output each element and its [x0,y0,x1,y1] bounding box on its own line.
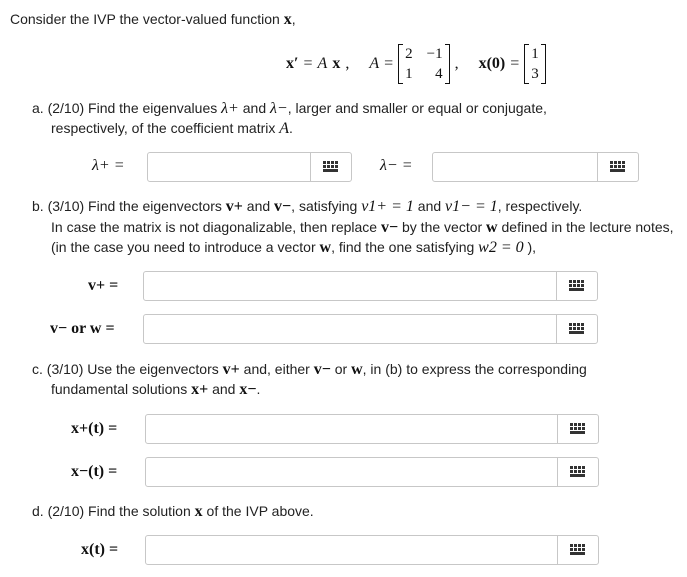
part-c-or: or [334,361,348,377]
lambda-plus-field[interactable] [147,152,352,182]
xminus-label: x−(t) = [71,463,118,480]
xminus-field[interactable] [145,457,599,487]
part-b-suffix: , respectively. [497,198,583,214]
part-c-line1 [32,361,587,379]
eq-A: A [317,55,328,72]
part-d-prefix: d. (2/10) Find the solution [32,503,191,519]
lambda-plus-symbol: λ+ [221,100,239,117]
keyboard-icon [610,161,626,173]
matrix-A-cell: 2 [405,46,413,62]
keyboard-icon [323,161,339,173]
lambda-minus-symbol: λ− [270,100,288,117]
part-b-line3 [51,239,536,257]
part-c-vminus: v− [313,361,331,378]
part-b-line2-suffix: defined in the lecture notes, [501,219,674,235]
eq-x: x [332,55,341,72]
part-a-prefix: a. (2/10) Find the eigenvalues [32,100,218,116]
part-b-w: w [486,219,498,236]
eq-equals-3: = [510,55,520,72]
part-c-suffix: , in (b) to express the corresponding [362,361,587,377]
intro-var: x [283,11,292,28]
intro-line [10,11,296,29]
keyboard-icon [569,323,585,335]
eq-A-label: A [369,55,380,72]
part-b-line3-mid: , find the one satisfying [331,239,475,255]
vminus-keyboard-button[interactable] [556,315,597,343]
intro-text: Consider the IVP the vector-valued function [10,11,280,27]
part-b-mid: , satisfying [291,198,358,214]
lambda-minus-field[interactable] [432,152,639,182]
part-b-cond3: w2 = 0 [478,239,524,256]
lambda-minus-keyboard-button[interactable] [597,153,638,181]
matrix-A [398,44,449,84]
xminus-keyboard-button[interactable] [557,458,598,486]
vector-x0 [524,44,546,84]
x-field[interactable] [145,535,599,565]
part-b-line1 [32,198,582,216]
eq-equals-2: = [384,55,394,72]
part-b-line2-mid: by the vector [402,219,483,235]
part-c-w: w [351,361,363,378]
lambda-minus-label: λ− = [380,157,413,174]
lambda-plus-keyboard-button[interactable] [310,153,351,181]
part-c-vplus: v+ [222,361,240,378]
part-b-vminus: v− [274,198,292,215]
keyboard-icon [570,423,586,435]
part-b-line2-prefix: In case the matrix is not diagonalizable, then replace [51,219,378,235]
xplus-keyboard-button[interactable] [557,415,598,443]
lambda-plus-input[interactable] [152,156,311,180]
part-a-line2-text: respectively, of the coefficient matrix [51,120,276,136]
xminus-input[interactable] [150,461,558,485]
part-b-line2 [51,219,674,237]
vector-x0-cell: 1 [531,46,539,62]
matrix-A-cell: −1 [426,46,443,62]
part-a-period: . [289,120,293,136]
part-b-prefix: b. (3/10) Find the eigenvectors [32,198,222,214]
part-b-vplus: v+ [225,198,243,215]
part-c-xminus: x− [239,381,257,398]
part-d-line1 [32,503,314,521]
part-b-cond1: v1+ = 1 [361,198,414,215]
part-b-and2: and [417,198,442,214]
part-a-line1 [32,100,547,118]
vminus-field[interactable] [143,314,598,344]
part-b-cond2: v1− = 1 [445,198,498,215]
matrix-A-cell: 4 [435,66,443,82]
matrix-A-cell: 1 [405,66,413,82]
eq-comma-2: , [454,55,459,72]
x-label: x(t) = [81,541,119,558]
xplus-label: x+(t) = [71,420,118,437]
vplus-label: v+ = [88,277,119,294]
keyboard-icon [569,280,585,292]
lambda-minus-input[interactable] [437,156,598,180]
part-b-w2: w [319,239,332,256]
part-a-suffix: , larger and smaller or equal or conjugate, [287,100,547,116]
part-c-line2 [51,381,260,399]
xplus-input[interactable] [150,418,558,442]
part-d-suffix: of the IVP above. [206,503,314,519]
part-c-mid: and, either [243,361,310,377]
part-c-xplus: x+ [191,381,209,398]
part-b-line3-suffix: ), [527,239,537,255]
part-b-line3-prefix: (in the case you need to introduce a vector [51,239,316,255]
part-b-and: and [246,198,271,214]
keyboard-icon [570,466,586,478]
part-c-line2-prefix: fundamental solutions [51,381,188,397]
vplus-input[interactable] [148,275,557,299]
part-c-prefix: c. (3/10) Use the eigenvectors [32,361,219,377]
part-b-vminus2: v− [380,219,399,236]
x-keyboard-button[interactable] [557,536,598,564]
part-c-period: . [256,381,261,397]
eq-x0: x(0) [478,55,506,72]
xplus-field[interactable] [145,414,599,444]
lambda-plus-label: λ+ = [92,157,125,174]
eq-comma-1: , [345,55,350,72]
vminus-label: v− or w = [50,320,115,337]
part-d-x: x [194,503,203,520]
keyboard-icon [570,544,586,556]
vplus-field[interactable] [143,271,598,301]
vector-x0-cell: 3 [531,66,539,82]
vplus-keyboard-button[interactable] [556,272,597,300]
vminus-input[interactable] [148,318,557,342]
eq-xprime: x′ [286,55,299,72]
part-c-and: and [212,381,236,397]
intro-comma: , [291,11,296,27]
x-input[interactable] [150,539,558,563]
part-a-line2 [51,120,293,138]
eq-equals-1: = [303,55,313,72]
ivp-equation [286,42,546,86]
part-a-and: and [242,100,267,116]
part-a-A: A [279,120,290,137]
